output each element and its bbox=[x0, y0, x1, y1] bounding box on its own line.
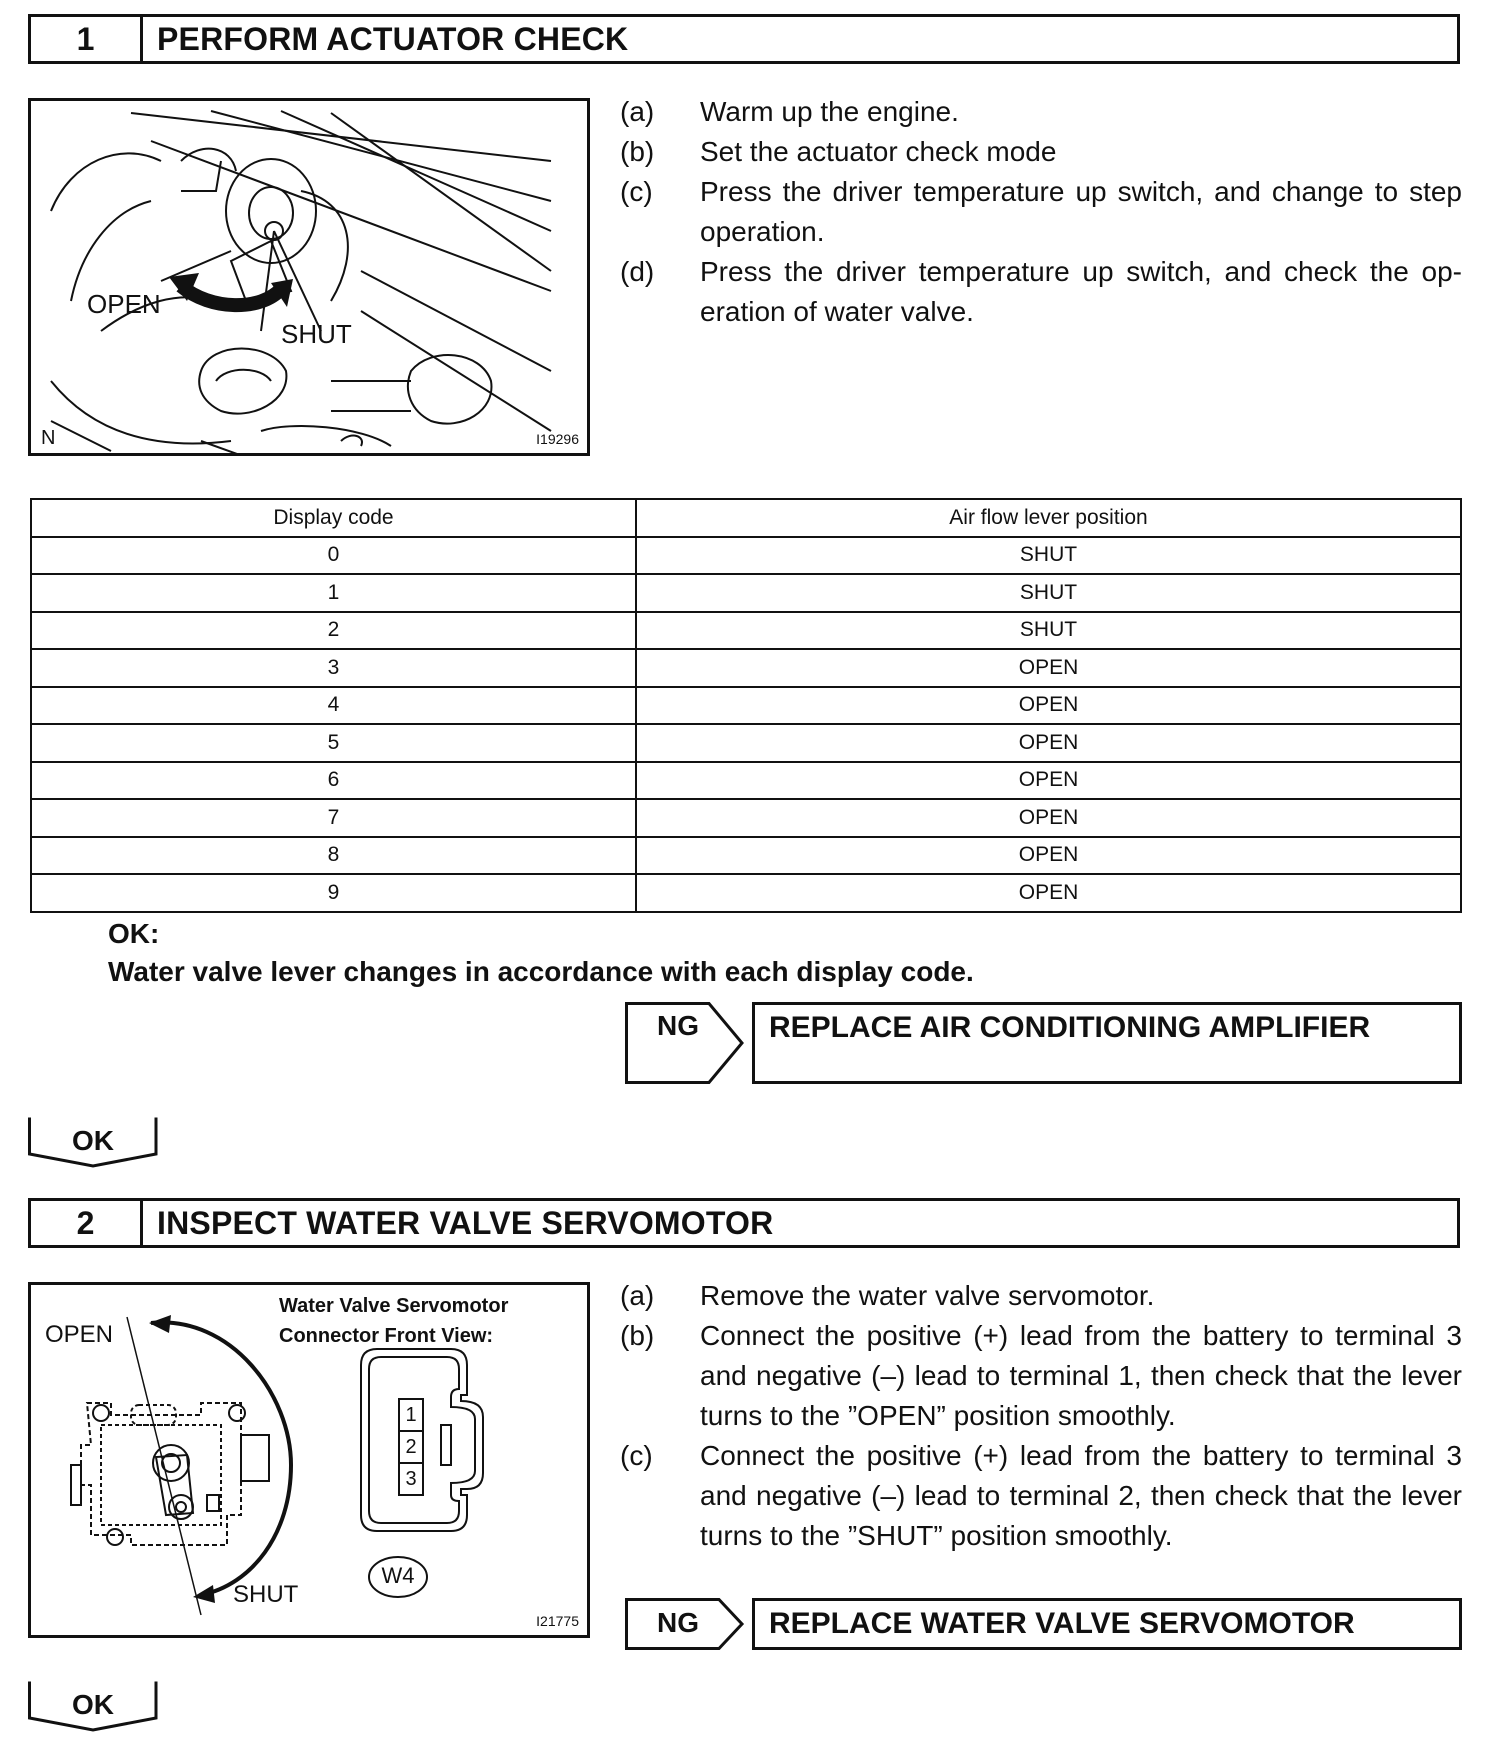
connector-pin-2: 2 bbox=[405, 1436, 417, 1458]
table-header-row bbox=[31, 499, 1461, 537]
ok-criteria-label: OK: bbox=[108, 918, 160, 949]
step-2-instructions bbox=[620, 1276, 1462, 1556]
instruction-letter: (a) bbox=[620, 1280, 655, 1311]
instruction-item bbox=[620, 92, 1462, 132]
shut-label: SHUT bbox=[233, 1581, 299, 1608]
ng-action-box: REPLACE AIR CONDITIONING AMPLIFIER bbox=[752, 1002, 1462, 1084]
lever-position-cell: OPEN bbox=[636, 724, 1461, 762]
instruction-text: Connect the positive (+) lead from the battery to terminal 3 and negative (–) lead to terminal 1, then check that the lever turns to the ”OPEN” position smoothly. bbox=[700, 1320, 1462, 1431]
shut-label: SHUT bbox=[281, 319, 352, 349]
open-label: OPEN bbox=[45, 1321, 114, 1348]
ok-label: OK bbox=[72, 1689, 114, 1720]
servomotor-illustration bbox=[28, 1282, 590, 1638]
table-row bbox=[31, 612, 1461, 650]
connector-caption-line-1: Water Valve Servomotor bbox=[279, 1295, 509, 1317]
instruction-letter: (d) bbox=[620, 256, 655, 287]
ng-label: NG bbox=[657, 1010, 699, 1041]
instruction-letter: (c) bbox=[620, 176, 653, 207]
lever-position-cell: OPEN bbox=[636, 874, 1461, 912]
instruction-item bbox=[620, 1276, 1462, 1316]
ng-action-box: REPLACE WATER VALVE SERVOMOTOR bbox=[752, 1598, 1462, 1650]
display-code-cell: 4 bbox=[31, 687, 636, 725]
instruction-text: Press the driver temperature up switch, and check the op-eration of water valve. bbox=[700, 256, 1462, 327]
lever-position-cell: OPEN bbox=[636, 837, 1461, 875]
connector-id: W4 bbox=[381, 1563, 415, 1588]
ok-tag bbox=[28, 1116, 166, 1168]
instruction-item bbox=[620, 1436, 1462, 1556]
display-code-table bbox=[30, 498, 1462, 913]
display-code-cell: 3 bbox=[31, 649, 636, 687]
display-code-cell: 8 bbox=[31, 837, 636, 875]
table-row bbox=[31, 649, 1461, 687]
step-1-header bbox=[28, 14, 1460, 64]
instruction-text: Connect the positive (+) lead from the battery to terminal 3 and negative (–) lead to terminal 2, then check that the lever turns to the ”SHUT” position smoothly. bbox=[700, 1440, 1462, 1551]
instruction-text: Remove the water valve servomotor. bbox=[700, 1280, 1155, 1311]
table-row bbox=[31, 799, 1461, 837]
instruction-letter: (c) bbox=[620, 1440, 653, 1471]
figure-code: I19296 bbox=[536, 431, 579, 447]
instruction-letter: (a) bbox=[620, 96, 655, 127]
step-title: INSPECT WATER VALVE SERVOMOTOR bbox=[157, 1204, 774, 1241]
instruction-text: Press the driver temperature up switch, and change to step operation. bbox=[700, 176, 1462, 247]
instruction-item bbox=[620, 132, 1462, 172]
connector-pin-1: 1 bbox=[405, 1404, 417, 1426]
step-1-instructions bbox=[620, 92, 1462, 332]
step-title: PERFORM ACTUATOR CHECK bbox=[157, 20, 629, 57]
connector-pin-3: 3 bbox=[405, 1468, 417, 1490]
lever-position-cell: OPEN bbox=[636, 762, 1461, 800]
lever-position-cell: OPEN bbox=[636, 799, 1461, 837]
instruction-text: Warm up the engine. bbox=[700, 96, 959, 127]
ng-tag bbox=[625, 1598, 745, 1650]
column-header: Air flow lever position bbox=[636, 499, 1461, 537]
ok-tag bbox=[28, 1680, 166, 1732]
display-code-cell: 1 bbox=[31, 574, 636, 612]
step-2-header bbox=[28, 1198, 1460, 1248]
instruction-letter: (b) bbox=[620, 1320, 655, 1351]
lever-position-cell: OPEN bbox=[636, 687, 1461, 725]
table-row bbox=[31, 724, 1461, 762]
lever-position-cell: SHUT bbox=[636, 537, 1461, 575]
instruction-item bbox=[620, 172, 1462, 252]
actuator-illustration bbox=[28, 98, 590, 456]
lever-position-cell: SHUT bbox=[636, 574, 1461, 612]
ng-label: NG bbox=[657, 1607, 699, 1638]
table-row bbox=[31, 762, 1461, 800]
lever-position-cell: OPEN bbox=[636, 649, 1461, 687]
display-code-cell: 9 bbox=[31, 874, 636, 912]
display-code-cell: 2 bbox=[31, 612, 636, 650]
table-row bbox=[31, 574, 1461, 612]
display-code-cell: 6 bbox=[31, 762, 636, 800]
display-code-cell: 7 bbox=[31, 799, 636, 837]
lever-position-cell: SHUT bbox=[636, 612, 1461, 650]
step-number: 1 bbox=[31, 17, 143, 61]
table-row bbox=[31, 837, 1461, 875]
instruction-text: Set the actuator check mode bbox=[700, 136, 1057, 167]
table-row bbox=[31, 687, 1461, 725]
actuator-drawing bbox=[31, 101, 590, 456]
table-row bbox=[31, 874, 1461, 912]
open-label: OPEN bbox=[87, 289, 161, 319]
figure-code: I21775 bbox=[536, 1613, 579, 1629]
display-code-cell: 5 bbox=[31, 724, 636, 762]
corner-label: N bbox=[41, 427, 56, 449]
instruction-letter: (b) bbox=[620, 136, 655, 167]
column-header: Display code bbox=[31, 499, 636, 537]
ok-criteria-text: Water valve lever changes in accordance with each display code. bbox=[108, 956, 974, 987]
ng-tag bbox=[625, 1002, 745, 1084]
step-number: 2 bbox=[31, 1201, 143, 1245]
table-row bbox=[31, 537, 1461, 575]
display-code-cell: 0 bbox=[31, 537, 636, 575]
instruction-item bbox=[620, 252, 1462, 332]
connector-caption-line-2: Connector Front View: bbox=[279, 1325, 494, 1347]
instruction-item bbox=[620, 1316, 1462, 1436]
ok-label: OK bbox=[72, 1125, 114, 1156]
